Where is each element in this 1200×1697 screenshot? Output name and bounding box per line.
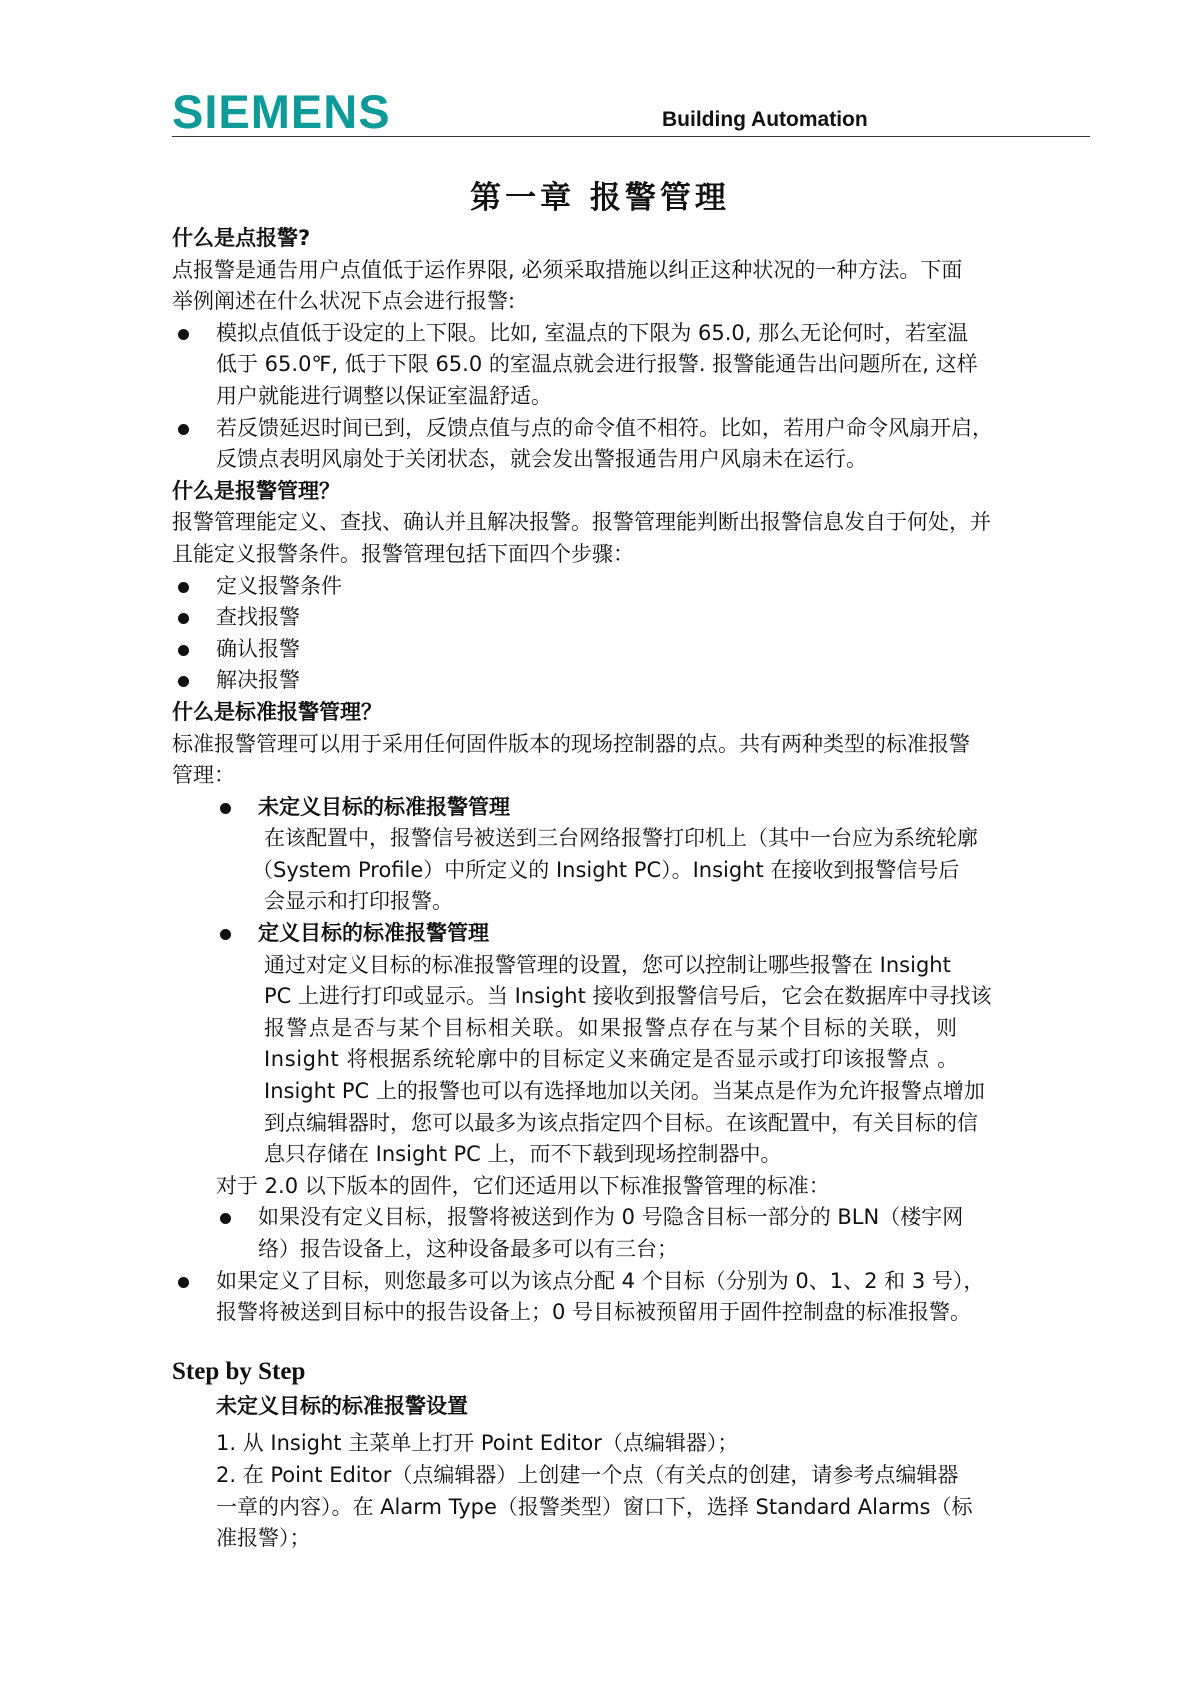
section-heading: 什么是点报警? — [172, 226, 311, 250]
chapter-title: 第一章 报警管理 — [470, 180, 730, 216]
paragraph-line: 且能定义报警条件。报警管理包括下面四个步骤： — [172, 541, 634, 566]
section-heading: 什么是标准报警管理？ — [172, 699, 382, 724]
sub-bullet-item — [172, 918, 1092, 1171]
paragraph-line: 对于 2.0 以下版本的固件，它们还适用以下标准报警管理的标准： — [216, 1173, 830, 1198]
sub-paragraph-line: 络）报告设备上，这种设备最多可以有三台； — [258, 1237, 678, 1261]
bullet-item — [172, 571, 1092, 603]
bullet-line: 定义报警条件 — [216, 573, 342, 598]
sub-paragraph-line: 到点编辑器时，您可以最多为该点指定四个目标。在该配置中，有关目标的信 — [264, 1110, 978, 1135]
bullet-line: 报警将被送到目标中的报告设备上；0 号目标被预留用于固件控制盘的标准报警。 — [216, 1300, 972, 1325]
bullet-line: 查找报警 — [216, 605, 300, 630]
bullet-line: 模拟点值低于设定的上下限。比如, 室温点的下限为 65.0, 那么无论何时，若室温 — [216, 320, 969, 345]
header-subtitle: Building Automation — [662, 108, 868, 131]
step-line: 2. 在 Point Editor（点编辑器）上创建一个点（有关点的创建，请参考点编辑器 — [216, 1462, 959, 1487]
bullet-line: 低于 65.0℉, 低于下限 65.0 的室温点就会进行报警. 报警能通告出问题所在, 这样 — [216, 352, 978, 377]
bullet-dot-icon — [178, 1277, 189, 1288]
header-divider — [172, 136, 1090, 137]
bullet-dot-icon — [178, 645, 189, 656]
sub-paragraph-line: 会显示和打印报警。 — [264, 889, 453, 914]
bullet-line: 若反馈延迟时间已到，反馈点值与点的命令值不相符。比如，若用户命令风扇开启， — [216, 415, 993, 440]
bullet-item — [172, 318, 1092, 413]
bullet-item — [172, 1266, 1092, 1329]
sub-heading: 未定义目标的标准报警管理 — [258, 794, 510, 819]
sub-heading: 定义目标的标准报警管理 — [258, 921, 489, 946]
paragraph-line: 报警管理能定义、查找、确认并且解决报警。报警管理能判断出报警信息发自于何处，并 — [172, 510, 991, 535]
sub-paragraph-line: PC 上进行打印或显示。当 Insight 接收到报警信号后，它会在数据库中寻找该 — [264, 984, 992, 1009]
sub-paragraph-line: Insight 将根据系统轮廓中的目标定义来确定是否显示或打印该报警点 。 — [264, 1047, 959, 1072]
sub-paragraph-line: 息只存储在 Insight PC 上，而不下载到现场控制器中。 — [264, 1142, 782, 1167]
paragraph-line: 标准报警管理可以用于采用任何固件版本的现场控制器的点。共有两种类型的标准报警 — [172, 731, 970, 756]
sub-paragraph-line: 如果没有定义目标，报警将被送到作为 0 号隐含目标一部分的 BLN（楼宇网 — [258, 1205, 964, 1230]
section-heading: 什么是报警管理？ — [172, 478, 340, 503]
bullet-line: 解决报警 — [216, 668, 300, 693]
sub-bullet-item — [172, 792, 1092, 918]
bullet-line: 确认报警 — [216, 636, 300, 661]
step-line: 一章的内容）。在 Alarm Type（报警类型）窗口下，选择 Standard Alarms（标 — [216, 1494, 973, 1519]
bullet-item — [172, 413, 1092, 476]
bullet-item — [172, 602, 1092, 634]
bullet-line: 反馈点表明风扇处于关闭状态，就会发出警报通告用户风扇未在运行。 — [216, 447, 867, 472]
bullet-item — [172, 665, 1092, 697]
sub-paragraph-line: Insight PC 上的报警也可以有选择地加以关闭。当某点是作为允许报警点增加 — [264, 1079, 985, 1104]
bullet-dot-icon — [220, 929, 231, 940]
bullet-dot-icon — [178, 424, 189, 435]
bullet-dot-icon — [220, 803, 231, 814]
bullet-line: 用户就能进行调整以保证室温舒适。 — [216, 383, 552, 408]
step-line: 1. 从 Insight 主菜单上打开 Point Editor（点编辑器）； — [216, 1431, 739, 1456]
paragraph-line: 点报警是通告用户点值低于运作界限, 必须采取措施以纠正这种状况的一种方法。下面 — [172, 257, 963, 282]
bullet-line: 如果定义了目标，则您最多可以为该点分配 4 个目标（分别为 0、1、2 和 3 号）， — [216, 1268, 985, 1293]
step-line: 准报警）； — [216, 1526, 311, 1551]
bullet-dot-icon — [178, 329, 189, 340]
step-by-step-heading: Step by Step — [172, 1357, 306, 1385]
document-body — [172, 223, 1092, 1555]
bullet-dot-icon — [178, 582, 189, 593]
paragraph-line: 管理： — [172, 763, 235, 788]
sub-paragraph-line: 通过对定义目标的标准报警管理的设置，您可以控制让哪些报警在 Insight — [264, 952, 951, 977]
siemens-logo: SIEMENS — [172, 85, 391, 138]
paragraph-line: 举例阐述在什么状况下点会进行报警: — [172, 289, 516, 314]
sub-bullet-item — [172, 1202, 1092, 1265]
bullet-item — [172, 634, 1092, 666]
sub-paragraph-line: 在该配置中，报警信号被送到三台网络报警打印机上（其中一台应为系统轮廓 — [264, 826, 978, 851]
step-sub-heading: 未定义目标的标准报警设置 — [216, 1393, 468, 1418]
sub-paragraph-line: 报警点是否与某个目标相关联。如果报警点存在与某个目标的关联，则 — [264, 1015, 959, 1040]
sub-paragraph-line: （System Profile）中所定义的 Insight PC）。Insight 在接收到报警信号后 — [252, 857, 960, 882]
